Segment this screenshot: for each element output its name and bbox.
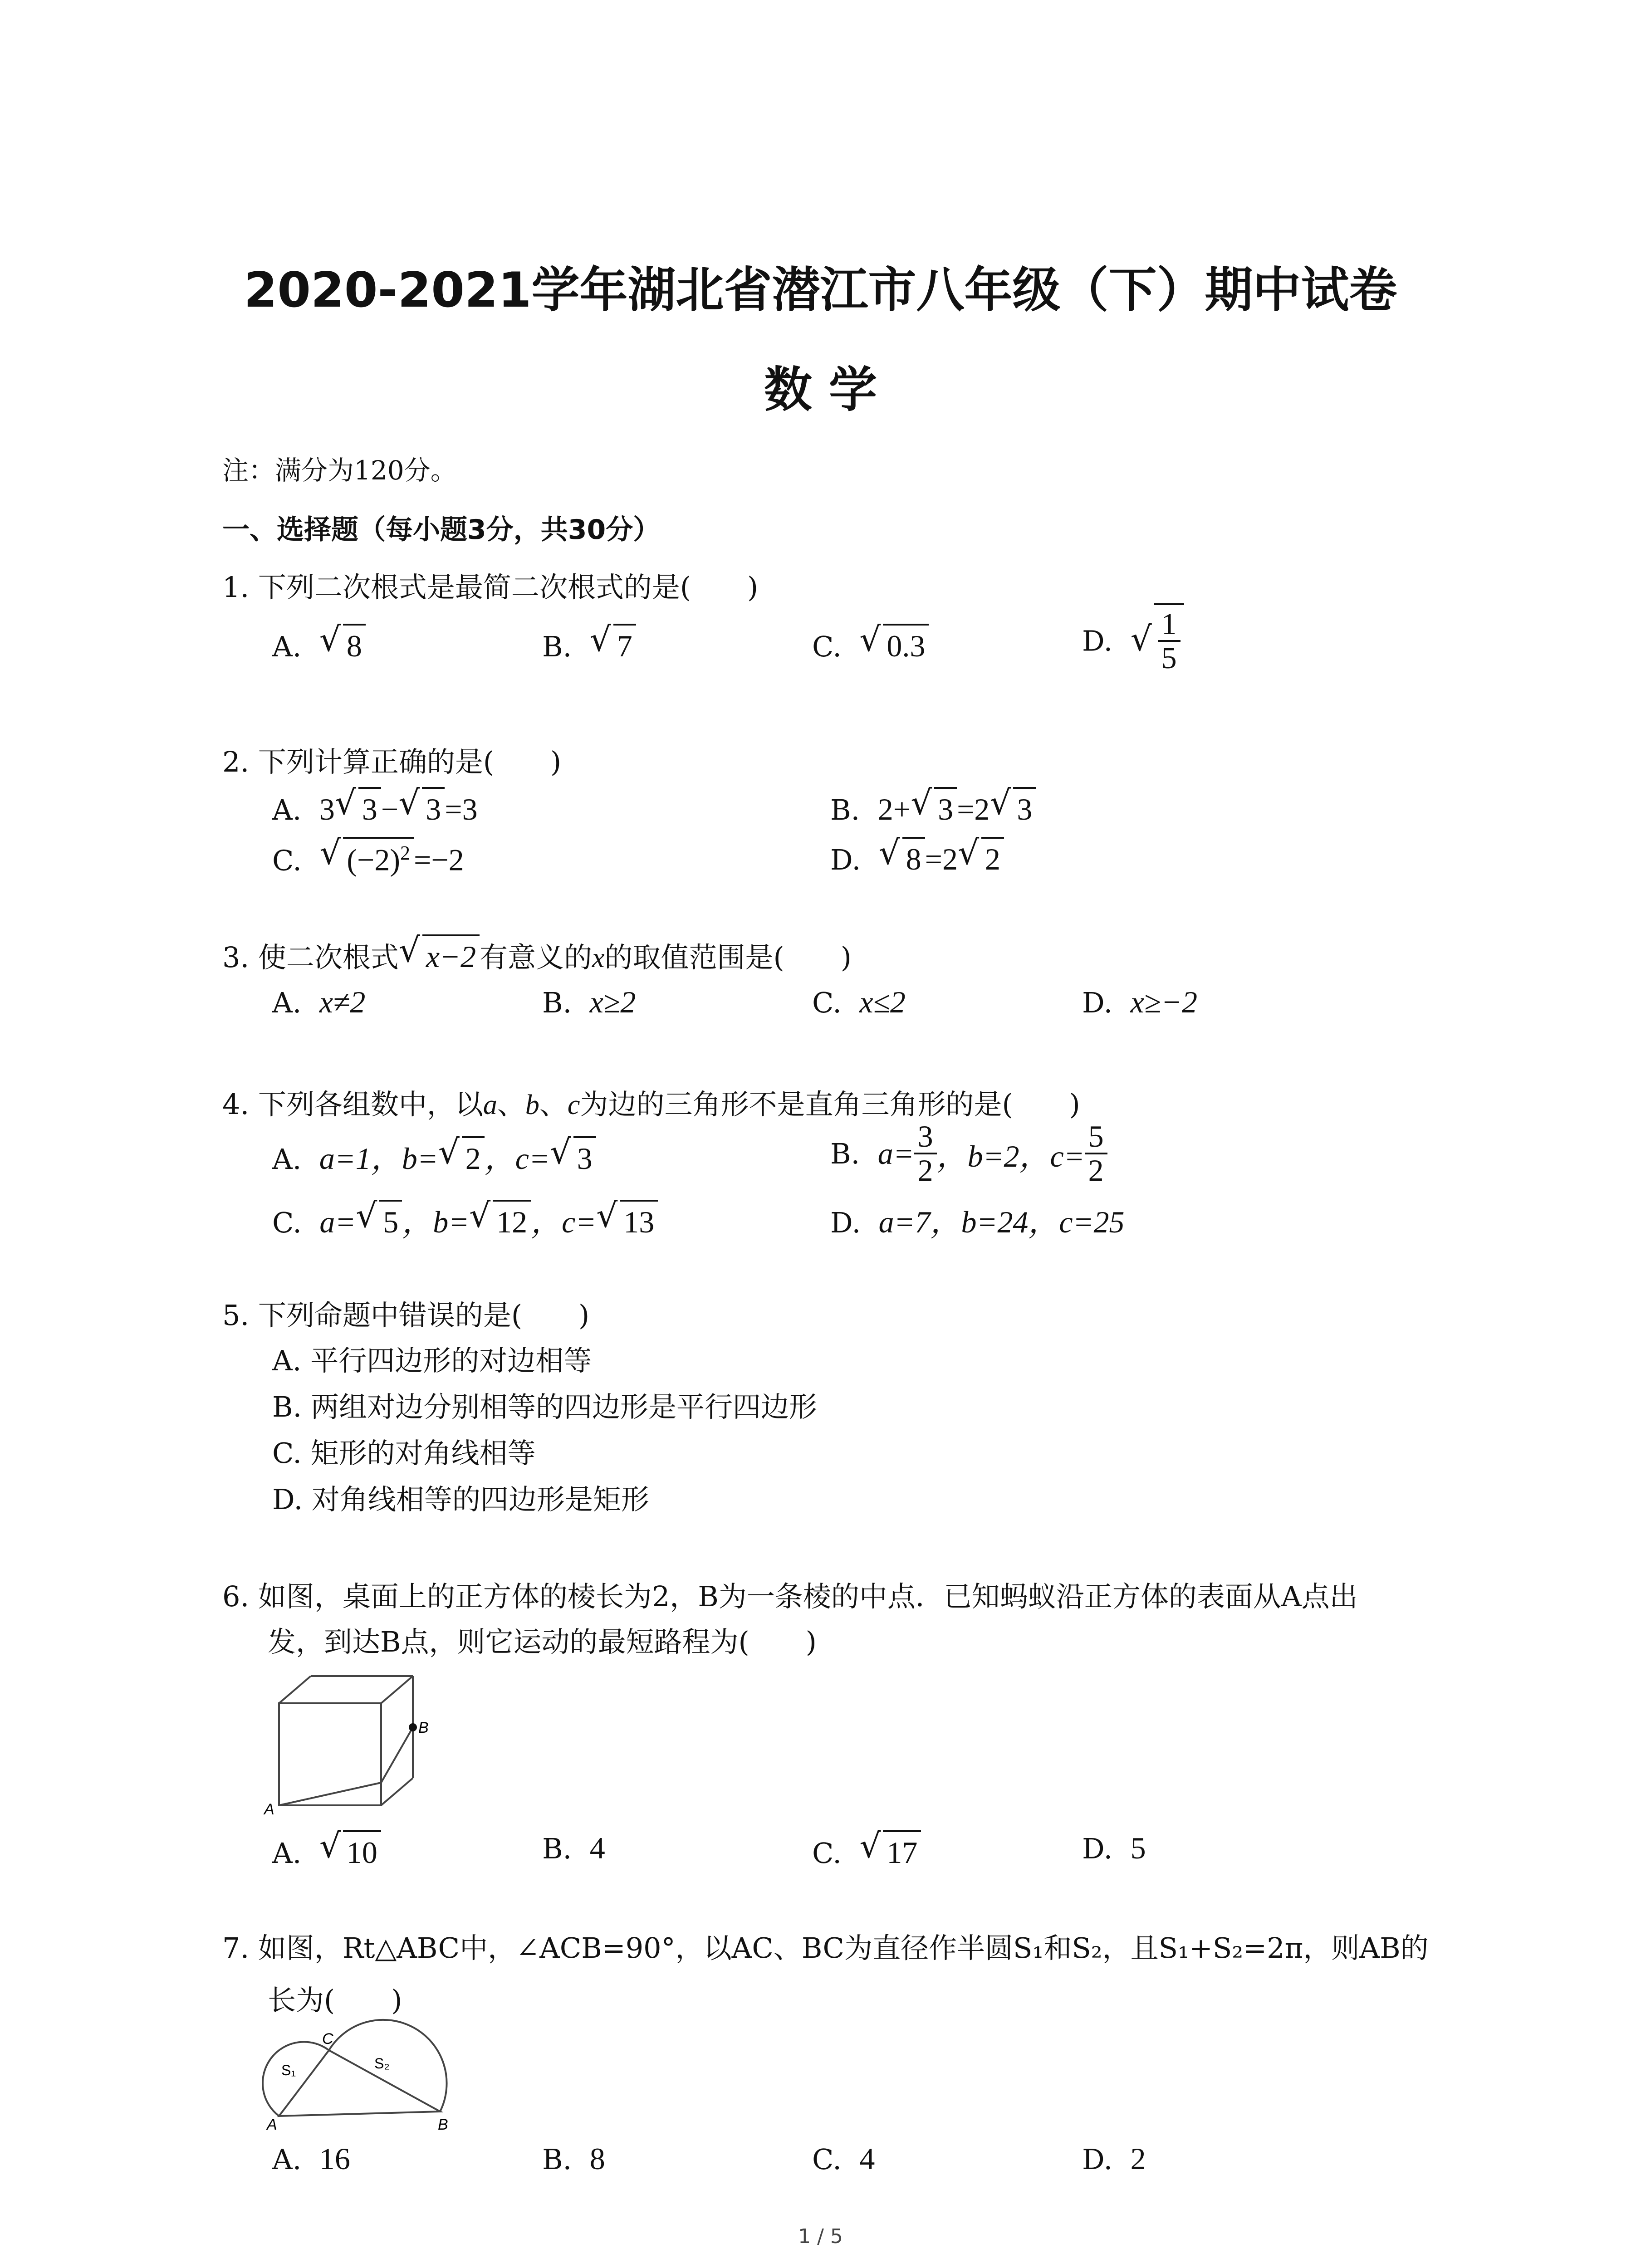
q4-option-d: D. a=7，b=24，c=25 [830,1205,1125,1239]
question-6-stem-line1: 6. 如图，桌面上的正方体的棱长为2，B为一条棱的中点．已知蚂蚁沿正方体的表面从A点出 [222,1580,1358,1613]
q2-option-b: B. 2+ √ 3 =2 √ 3 [830,787,1036,827]
label-c: C [322,2030,333,2048]
right-triangle-abc [279,2050,440,2116]
path-a-to-edge [279,1783,381,1805]
question-7-stem-line2: 长为( ) [268,1984,402,2017]
label-b: B [418,1719,429,1736]
semicircle-figure [259,2019,458,2132]
label-a: A [264,1801,274,1814]
q5-option-d: D. 对角线相等的四边形是矩形 [272,1483,649,1516]
q3-option-b: B. x≥2 [542,985,636,1019]
cube-front-face [279,1703,381,1805]
label-s2: S₂ [374,2055,390,2072]
q4-option-c: C. a= √ 5 ，b= √ 12 ，c= √ 13 [272,1198,658,1242]
q3-option-a: A. x≠2 [272,985,366,1019]
q1-option-a: A. √ 8 [272,624,366,664]
cube-figure [259,1669,440,1814]
q7-option-c: C. 4 [812,2141,875,2176]
q1-option-d: D. √ $\frac{1}{5}$ [1082,603,1184,675]
semicircle-s1 [263,2042,329,2116]
q5-option-b: B. 两组对边分别相等的四边形是平行四边形 [272,1390,817,1423]
q5-option-a: A. 平行四边形的对边相等 [272,1344,592,1377]
label-b: B [438,2116,448,2132]
path-edge-to-b [381,1727,413,1783]
q6-option-b: B. 4 [542,1831,605,1865]
q4-option-a: A. a=1，b= √ 2 ，c= √ 3 [272,1134,596,1178]
q3-option-d: D. x≥−2 [1082,985,1198,1019]
question-7-stem-line1: 7. 如图，Rt△ABC中，∠ACB=90°，以AC、BC为直径作半圆S₁和S₂，且S₁+S₂=2π，则AB的 [222,1931,1429,1965]
q6-option-d: D. 5 [1082,1831,1146,1865]
exam-title: 2020-2021学年湖北省潜江市八年级（下）期中试卷 [244,262,1397,318]
question-2-stem: 2. 下列计算正确的是( ) [222,745,562,778]
q1-option-b: B. √ 7 [542,624,636,664]
q6-option-a: A. √ 10 [272,1830,381,1871]
q3-option-c: C. x≤2 [812,985,906,1019]
subject-title: 数 学 [764,362,877,418]
q2-option-c: C. √ $(-2)^2 =-2$ [272,833,464,877]
question-6-stem-line2: 发，到达B点，则它运动的最短路程为( ) [268,1625,817,1658]
label-a: A [267,2116,277,2132]
score-note: 注：满分为120分。 [222,455,457,486]
page-number: 1 / 5 [798,2225,843,2248]
q5-option-c: C. 矩形的对角线相等 [272,1437,536,1470]
q4-option-b: B. a= $\frac{3}{2}$ ，b=2，c= $\frac{5}{2}$ [830,1120,1107,1187]
question-3-stem: 3. 使二次根式 √ x−2 有意义的x的取值范围是( ) [222,931,852,974]
label-s1: S₁ [281,2062,296,2078]
q7-option-d: D. 2 [1082,2141,1146,2176]
question-1-stem: 1. 下列二次根式是最简二次根式的是( ) [222,571,759,604]
q2-option-a: A. 3 √ 3 − √ 3 =3 [272,783,478,826]
q2-option-d: D. √ 8 =2 √ 2 [830,837,1004,877]
point-b-marker [409,1723,417,1731]
question-5-stem: 5. 下列命题中错误的是( ) [222,1299,590,1332]
q6-option-c: C. √ 17 [812,1830,921,1871]
q7-option-b: B. 8 [542,2141,605,2176]
q7-option-a: A. 16 [272,2141,350,2176]
q1-option-c: C. √ 0.3 [812,624,929,664]
question-4-stem: 4. 下列各组数中，以a、b、c为边的三角形不是直角三角形的是( ) [222,1088,1080,1121]
section-heading: 一、选择题（每小题3分，共30分） [222,514,661,546]
